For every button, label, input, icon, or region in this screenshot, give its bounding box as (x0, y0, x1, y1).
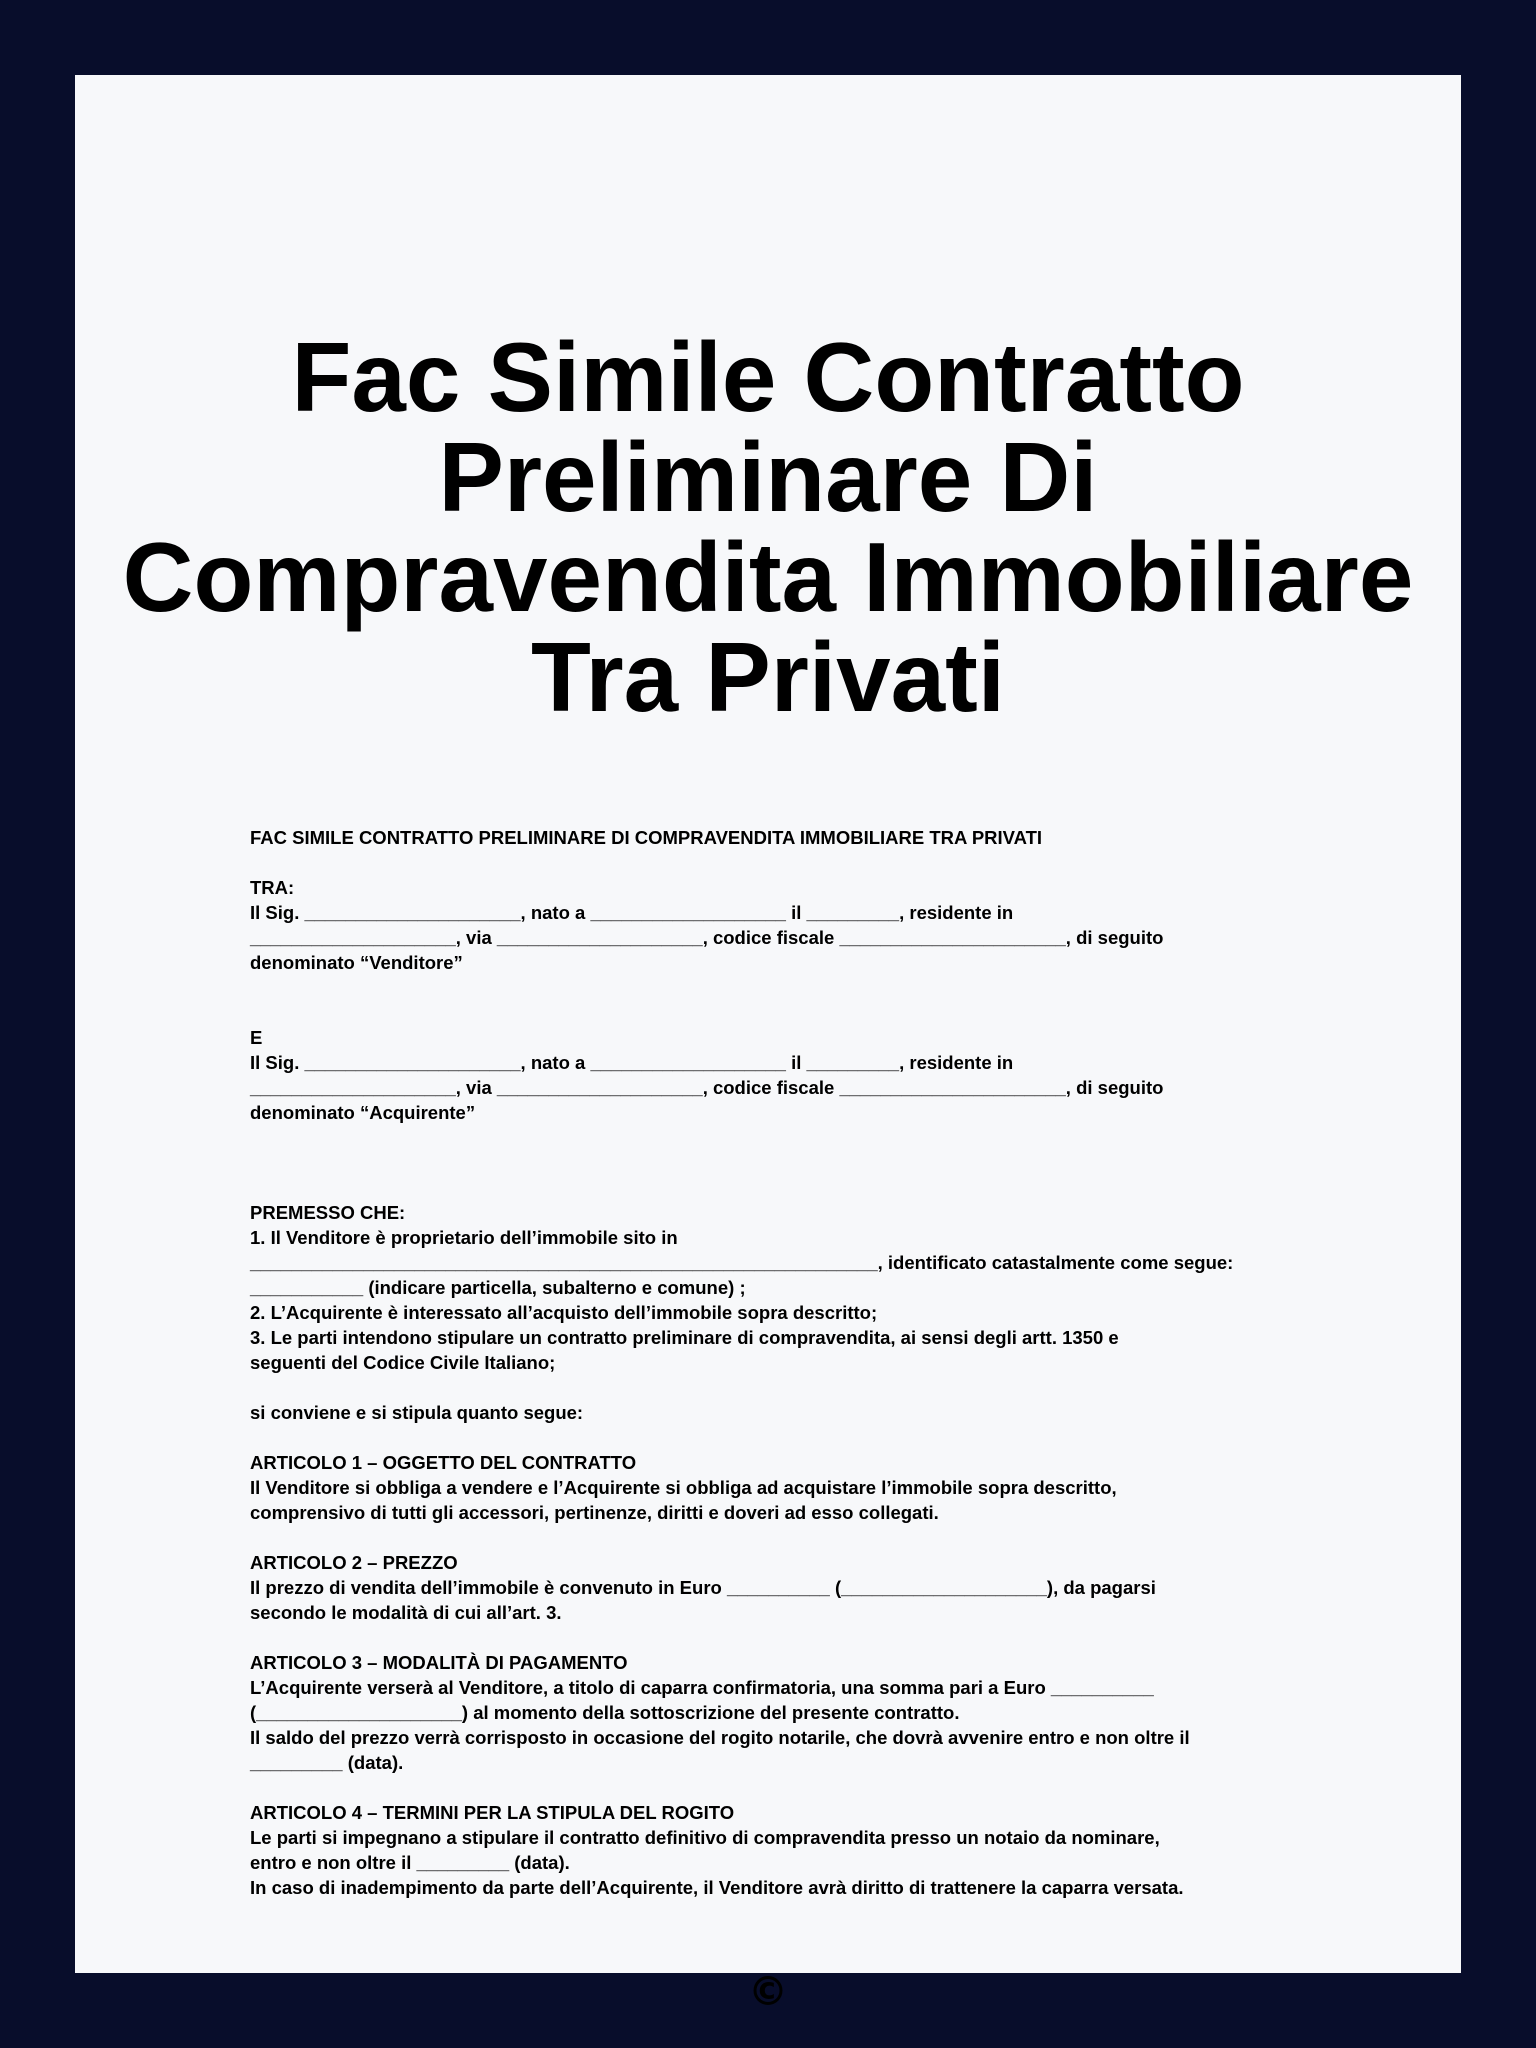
buyer-line-1: Il Sig. _____________________, nato a ___________________ il _________, residente in (250, 1052, 1014, 1073)
spacer (250, 850, 1370, 875)
premesso-item-1a: 1. Il Venditore è proprietario dell’immobile sito in (250, 1227, 678, 1248)
article-4-line-b: entro e non oltre il _________ (data). (250, 1852, 570, 1873)
article-1-line-a: Il Venditore si obbliga a vendere e l’Acquirente si obbliga ad acquistare l’immobile sopra descritto, (250, 1477, 1117, 1498)
spacer (250, 1525, 1370, 1550)
spacer (250, 1775, 1370, 1800)
article-3-line-a: L’Acquirente verserà al Venditore, a titolo di caparra confirmatoria, una somma pari a Euro __________ (250, 1677, 1154, 1698)
article-4-line-c: In caso di inadempimento da parte dell’Acquirente, il Venditore avrà diritto di trattenere la caparra versata. (250, 1877, 1184, 1898)
premesso-item-3b: seguenti del Codice Civile Italiano; (250, 1352, 556, 1373)
contract-body (250, 825, 1370, 1900)
spacer (250, 1000, 1370, 1025)
buyer-line-3: denominato “Acquirente” (250, 1102, 476, 1123)
document-title (75, 322, 1461, 732)
seller-line-1: Il Sig. _____________________, nato a ___________________ il _________, residente in (250, 902, 1014, 923)
article-3-line-c: Il saldo del prezzo verrà corrisposto in occasione del rogito notarile, che dovrà avvenire entro e non oltre il (250, 1727, 1190, 1748)
premesso-item-2: 2. L’Acquirente è interessato all’acquisto dell’immobile sopra descritto; (250, 1302, 878, 1323)
article-2-line-a: Il prezzo di vendita dell’immobile è convenuto in Euro __________ (____________________), da pagarsi (250, 1577, 1156, 1598)
premesso-item-3a: 3. Le parti intendono stipulare un contratto preliminare di compravendita, ai sensi degli artt. 1350 e (250, 1327, 1119, 1348)
e-label: E (250, 1027, 263, 1048)
article-4-line-a: Le parti si impegnano a stipulare il contratto definitivo di compravendita presso un notaio da nominare, (250, 1827, 1160, 1848)
seller-line-2: ____________________, via ____________________, codice fiscale ______________________, di seguito (250, 927, 1164, 948)
seller-line-3: denominato “Venditore” (250, 952, 463, 973)
buyer-line-2: ____________________, via ____________________, codice fiscale ______________________, di seguito (250, 1077, 1164, 1098)
spacer (250, 1625, 1370, 1650)
premesso-item-1b: _____________________________________________________________, identificato catastalmente come segue: (250, 1252, 1234, 1273)
premesso-item-1c: ___________ (indicare particella, subalterno e comune) ; (250, 1277, 746, 1298)
article-1-title: ARTICOLO 1 – OGGETTO DEL CONTRATTO (250, 1452, 637, 1473)
spacer (250, 1150, 1370, 1175)
spacer (250, 1425, 1370, 1450)
spacer (250, 1175, 1370, 1200)
article-3-line-d: _________ (data). (250, 1752, 404, 1773)
title-line-1: Fac Simile Contratto (291, 322, 1245, 432)
article-2-line-b: secondo le modalità di cui all’art. 3. (250, 1602, 562, 1623)
document-page (75, 75, 1461, 2015)
article-3-line-b: (____________________) al momento della sottoscrizione del presente contratto. (250, 1702, 960, 1723)
article-3-title: ARTICOLO 3 – MODALITÀ DI PAGAMENTO (250, 1652, 628, 1673)
title-line-4: Tra Privati (531, 622, 1005, 732)
spacer (250, 975, 1370, 1000)
spacer (250, 1375, 1370, 1400)
title-line-2: Preliminare Di (438, 422, 1098, 532)
tra-label: TRA: (250, 877, 295, 898)
copyright-icon: © (748, 1969, 788, 2015)
article-1-line-b: comprensivo di tutti gli accessori, pertinenze, diritti e doveri ad esso collegati. (250, 1502, 939, 1523)
convene-line: si conviene e si stipula quanto segue: (250, 1402, 584, 1423)
spacer (250, 1125, 1370, 1150)
premesso-label: PREMESSO CHE: (250, 1202, 406, 1223)
article-2-title: ARTICOLO 2 – PREZZO (250, 1552, 458, 1573)
article-4-title: ARTICOLO 4 – TERMINI PER LA STIPULA DEL ROGITO (250, 1802, 735, 1823)
contract-heading: FAC SIMILE CONTRATTO PRELIMINARE DI COMPRAVENDITA IMMOBILIARE TRA PRIVATI (250, 827, 1043, 848)
title-line-3: Compravendita Immobiliare (122, 522, 1414, 632)
